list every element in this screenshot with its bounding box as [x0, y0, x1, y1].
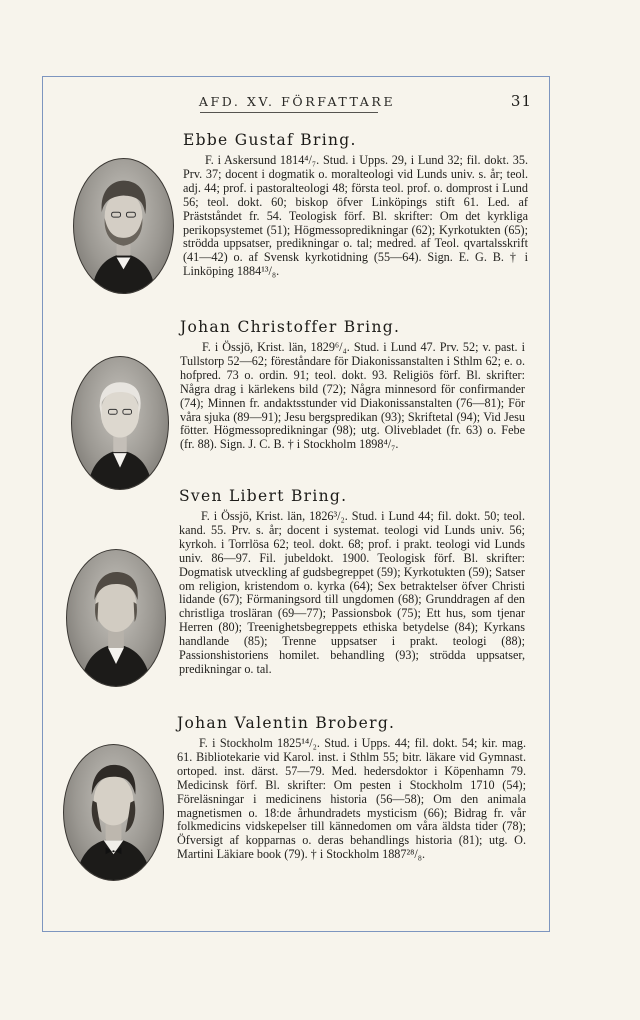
portrait-johan-valentin-broberg: [63, 744, 164, 881]
running-header: [62, 92, 532, 114]
entry-name: Johan Christoffer Bring.: [180, 318, 401, 336]
page-number: 31: [510, 92, 532, 110]
entry-name: Ebbe Gustaf Bring.: [183, 131, 357, 149]
portrait-ebbe-gustaf-bring: [73, 158, 174, 294]
entry-text: F. i Askersund 1814⁴/₇. Stud. i Upps. 29, i Lund 32; fil. dokt. 35. Prv. 37; docent i dogmatik o. moralteologi vid Lunds univ. s. år; teol. adj. 44; prof. i pastoralteologi 48; första teol. prof. o. domprost i Lund 56; teol. dokt. 60; biskop öfver Linköpings stift 61. Led. af Prästståndet fr. 54. Teologisk förf. Bl. skrifter: Om det kyrkliga perikopsystemet (51); Högmessopredikningar (62); Kyrkotukten (65); strödda uppsatser, predikningar o. tal; medred. af Teol. qvartalsskrift (41—42) o. af Svensk kyrkotidning (55—64). Sign. E. G. B. † i Linköping 1884¹³/₈.: [183, 153, 528, 279]
entry-johan-christoffer-bring: [180, 318, 525, 452]
entry-johan-valentin-broberg: [177, 714, 526, 862]
entry-text: F. i Össjö, Krist. län, 1829⁶/₄. Stud. i Lund 47. Prv. 52; v. past. i Tullstorp 52—62; föreståndare för Diakonissanstalten i Sthlm 62; e. o. hofpred. 73 o. ordin. 91; teol. dokt. 93. Religiös förf. Bl. skrifter: Några drag i kärlekens bild (72); Några minnesord för confirmander (74); Minnen fr. andaktsstunder vid Diakonissanstalten (76—81); För våra sjuka (89—91); Jesu bergspredikan (93); Skriftetal (94); Vid Jesu fötter. Högmessopredikningar (98); utg. Olivebladet (fr. 63) o. Febe (fr. 88). Sign. J. C. B. † i Stockholm 1898⁴/₇.: [180, 340, 525, 452]
entry-ebbe-gustaf-bring: [183, 131, 528, 279]
entry-name: Sven Libert Bring.: [179, 487, 348, 505]
entry-text: F. i Össjö, Krist. län, 1826³/₂. Stud. i Lund 44; fil. dokt. 50; teol. kand. 55. Prv. s. år; docent i systemat. teologi vid Lunds univ. 56; kyrkoh. i Torrlösa 62; teol. dokt. 68; prof. i prakt. teologi vid Lunds univ. 86—97. Fil. jubeldokt. 1900. Teologisk förf. Bl. skrifter: Dogmatisk utveckling af gudsbegreppet (59); Kyrkotukten (59); Satser om religion, kristendom o. kyrka (64); Sex betraktelser öfver Christi lidande (67); Förmaningsord till ungdomen (68); Grunddragen af den christliga trosläran (69—77); Passionsbok (75); Ett hus, som tjenar Herren (80); Treenighetsbegreppets ethiska betydelse (84); Kyrkans handlande (85); Trenne uppsatser i prakt. teologi (88); Passionshistoriens homilet. behandling (93); strödda uppsatser, predikningar o. tal.: [179, 509, 525, 676]
portrait-johan-christoffer-bring: [71, 356, 169, 490]
entry-name: Johan Valentin Broberg.: [177, 714, 396, 732]
section-title: AFD. XV. FÖRFATTARE: [198, 94, 396, 109]
entry-sven-libert-bring: [179, 487, 525, 677]
header-rule: [200, 112, 378, 113]
portrait-sven-libert-bring: [66, 549, 166, 687]
entry-text: F. i Stockholm 1825¹⁴/₂. Stud. i Upps. 44; fil. dokt. 54; kir. mag. 61. Bibliotekarie vid Karol. inst. i Sthlm 55; bitr. läkare vid Gymnast. ortoped. inst. därst. 57—79. Med. hedersdoktor i Köpenhamn 79. Medicinsk förf. Bl. skrifter: Om pesten i Stockholm 1710 (54); Föreläsningar i medicinens historia (56—58); Om den animala magnetismen o. 18:de århundradets mysticism (66); Bidrag fr. vår folkmedicins vidskepelser till kännedomen om våra äldsta tider (78); Öfversigt af kopparnas o. deras behandlings historia (81); utg. O. Martini Läkiare book (79). † i Stockholm 1887²⁸/₈.: [177, 736, 526, 862]
